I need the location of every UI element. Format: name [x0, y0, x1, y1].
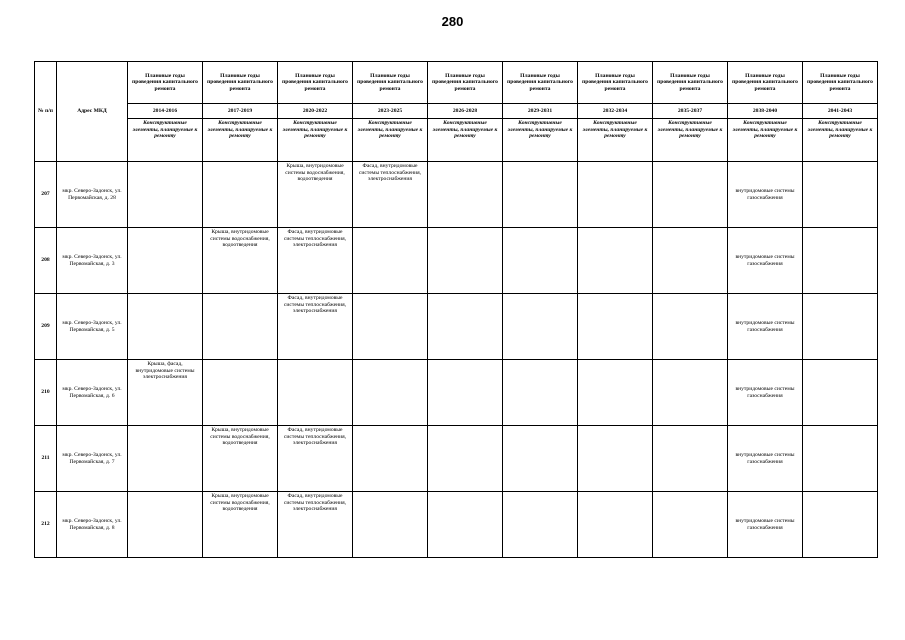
repair-elements-cell: внутридомовые системы газоснабжения: [728, 162, 803, 228]
repair-elements-cell: [428, 426, 503, 492]
header-period-title: Плановые годы проведения капитального ремонта: [803, 62, 878, 104]
repair-elements-cell: [578, 426, 653, 492]
header-period-years: 2029-2031: [503, 104, 578, 119]
repair-elements-cell: [803, 426, 878, 492]
repair-elements-cell: [203, 162, 278, 228]
repair-elements-cell: [653, 162, 728, 228]
repair-elements-cell: [503, 228, 578, 294]
repair-elements-cell: Фасад, внутридомовые системы теплоснабжения, электроснабжения: [353, 162, 428, 228]
header-period-title: Плановые годы проведения капитального ремонта: [728, 62, 803, 104]
repair-elements-cell: [203, 360, 278, 426]
table-row: [35, 294, 878, 360]
repair-elements-cell: [428, 162, 503, 228]
header-period-title: Плановые годы проведения капитального ремонта: [128, 62, 203, 104]
repair-elements-cell: внутридомовые системы газоснабжения: [728, 360, 803, 426]
repair-elements-cell: [353, 426, 428, 492]
repair-elements-cell: [578, 294, 653, 360]
header-period-elements: Конструктивные элементы, планируемые к ремонту: [278, 119, 353, 162]
repair-elements-cell: [653, 360, 728, 426]
table-body: [35, 62, 878, 558]
repair-elements-cell: Крыша, внутридомовые системы водоснабжения, водоотведения: [203, 228, 278, 294]
header-period-elements: Конструктивные элементы, планируемые к ремонту: [503, 119, 578, 162]
repair-elements-cell: [428, 492, 503, 558]
repair-elements-cell: Фасад, внутридомовые системы теплоснабжения, электроснабжения: [278, 492, 353, 558]
header-address: Адрес МКД: [57, 62, 128, 162]
row-number: 208: [35, 228, 57, 294]
header-period-elements: Конструктивные элементы, планируемые к ремонту: [428, 119, 503, 162]
repair-elements-cell: [353, 492, 428, 558]
header-row-titles: [35, 62, 878, 104]
repair-elements-cell: [353, 294, 428, 360]
repair-elements-cell: [353, 228, 428, 294]
header-row-elements: [35, 119, 878, 162]
row-address: мкр. Северо-Задонск, ул. Первомайская, д. 28: [57, 162, 128, 228]
header-period-title: Плановые годы проведения капитального ремонта: [503, 62, 578, 104]
repair-elements-cell: [578, 360, 653, 426]
table-row: [35, 426, 878, 492]
repair-elements-cell: [653, 426, 728, 492]
row-address: мкр. Северо-Задонск, ул. Первомайская, д. 6: [57, 360, 128, 426]
header-period-years: 2026-2028: [428, 104, 503, 119]
repair-elements-cell: [203, 294, 278, 360]
header-number: № п/п: [35, 62, 57, 162]
row-number: 210: [35, 360, 57, 426]
repair-elements-cell: [803, 294, 878, 360]
header-period-years: 2023-2025: [353, 104, 428, 119]
table-row: [35, 228, 878, 294]
header-period-elements: Конструктивные элементы, планируемые к ремонту: [578, 119, 653, 162]
repair-elements-cell: Крыша, фасад, внутридомовые системы электроснабжения: [128, 360, 203, 426]
header-period-years: 2038-2040: [728, 104, 803, 119]
header-period-years: 2032-2034: [578, 104, 653, 119]
repair-elements-cell: [128, 228, 203, 294]
repair-elements-cell: [503, 294, 578, 360]
row-number: 207: [35, 162, 57, 228]
repair-elements-cell: [428, 360, 503, 426]
header-period-title: Плановые годы проведения капитального ремонта: [353, 62, 428, 104]
repair-elements-cell: [503, 162, 578, 228]
header-period-elements: Конструктивные элементы, планируемые к ремонту: [203, 119, 278, 162]
header-period-title: Плановые годы проведения капитального ремонта: [278, 62, 353, 104]
capital-repair-table: [34, 61, 878, 558]
repair-elements-cell: [278, 360, 353, 426]
page-number: 280: [441, 14, 464, 29]
row-number: 211: [35, 426, 57, 492]
header-period-title: Плановые годы проведения капитального ремонта: [653, 62, 728, 104]
repair-elements-cell: [578, 162, 653, 228]
repair-elements-cell: [503, 426, 578, 492]
repair-elements-cell: [803, 162, 878, 228]
repair-elements-cell: внутридомовые системы газоснабжения: [728, 492, 803, 558]
row-address: мкр. Северо-Задонск, ул. Первомайская, д. 8: [57, 492, 128, 558]
repair-elements-cell: [653, 492, 728, 558]
header-period-elements: Конструктивные элементы, планируемые к ремонту: [353, 119, 428, 162]
repair-elements-cell: [128, 294, 203, 360]
row-number: 209: [35, 294, 57, 360]
repair-elements-cell: [503, 360, 578, 426]
repair-elements-cell: [503, 492, 578, 558]
repair-elements-cell: [428, 228, 503, 294]
repair-elements-cell: [803, 492, 878, 558]
repair-elements-cell: внутридомовые системы газоснабжения: [728, 228, 803, 294]
row-address: мкр. Северо-Задонск, ул. Первомайская, д. 3: [57, 228, 128, 294]
header-period-elements: Конструктивные элементы, планируемые к ремонту: [803, 119, 878, 162]
header-period-title: Плановые годы проведения капитального ремонта: [428, 62, 503, 104]
repair-elements-cell: [578, 492, 653, 558]
repair-elements-cell: Крыша, внутридомовые системы водоснабжения, водоотведения: [278, 162, 353, 228]
repair-elements-cell: Крыша, внутридомовые системы водоснабжения, водоотведения: [203, 426, 278, 492]
row-address: мкр. Северо-Задонск, ул. Первомайская, д. 7: [57, 426, 128, 492]
repair-elements-cell: Крыша, внутридомовые системы водоснабжения, водоотведения: [203, 492, 278, 558]
repair-elements-cell: [653, 294, 728, 360]
repair-elements-cell: [653, 228, 728, 294]
repair-elements-cell: [128, 492, 203, 558]
header-period-years: 2020-2022: [278, 104, 353, 119]
table-row: [35, 360, 878, 426]
table-row: [35, 162, 878, 228]
header-period-years: 2041-2043: [803, 104, 878, 119]
header-period-title: Плановые годы проведения капитального ремонта: [578, 62, 653, 104]
table-row: [35, 492, 878, 558]
row-address: мкр. Северо-Задонск, ул. Первомайская, д. 5: [57, 294, 128, 360]
repair-elements-cell: [578, 228, 653, 294]
header-period-years: 2017-2019: [203, 104, 278, 119]
repair-elements-cell: [128, 162, 203, 228]
header-period-elements: Конструктивные элементы, планируемые к ремонту: [728, 119, 803, 162]
repair-elements-cell: Фасад, внутридомовые системы теплоснабжения, электроснабжения: [278, 228, 353, 294]
repair-elements-cell: [353, 360, 428, 426]
header-period-years: 2014-2016: [128, 104, 203, 119]
header-period-years: 2035-2037: [653, 104, 728, 119]
header-period-elements: Конструктивные элементы, планируемые к ремонту: [653, 119, 728, 162]
repair-elements-cell: внутридомовые системы газоснабжения: [728, 294, 803, 360]
repair-elements-cell: [128, 426, 203, 492]
header-period-elements: Конструктивные элементы, планируемые к ремонту: [128, 119, 203, 162]
header-row-years: [35, 104, 878, 119]
repair-elements-cell: [803, 360, 878, 426]
header-period-title: Плановые годы проведения капитального ремонта: [203, 62, 278, 104]
row-number: 212: [35, 492, 57, 558]
repair-elements-cell: [428, 294, 503, 360]
repair-elements-cell: Фасад, внутридомовые системы теплоснабжения, электроснабжения: [278, 294, 353, 360]
repair-elements-cell: [803, 228, 878, 294]
repair-elements-cell: Фасад, внутридомовые системы теплоснабжения, электроснабжения: [278, 426, 353, 492]
repair-elements-cell: внутридомовые системы газоснабжения: [728, 426, 803, 492]
